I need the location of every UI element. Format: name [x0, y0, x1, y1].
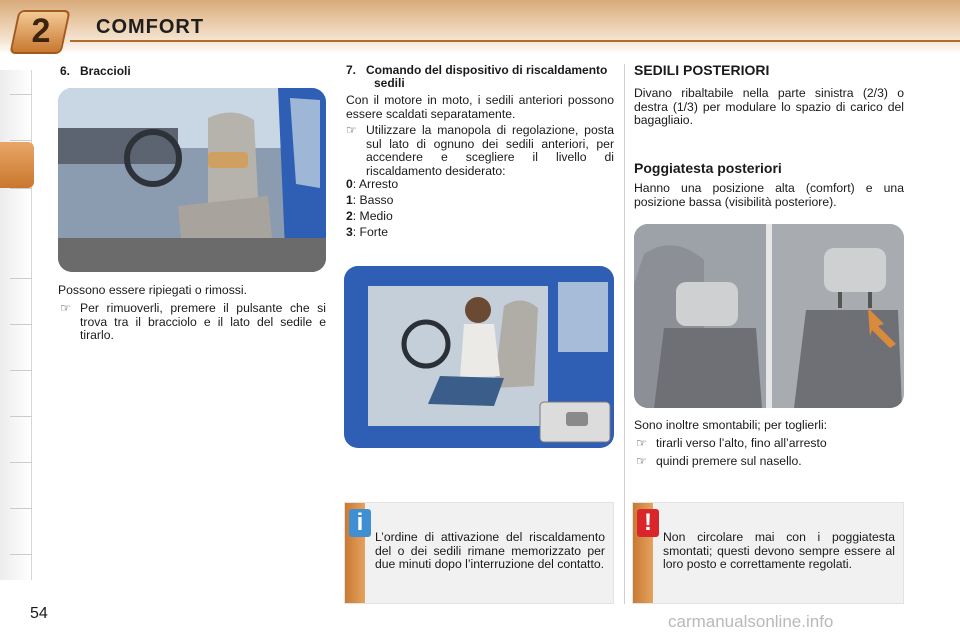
tab-divider [10, 554, 32, 555]
armrests-text: Possono essere ripiegati o rimossi. [58, 283, 247, 297]
warning-note-text: Non circolare mai con i poggiatesta smontati; questi devono sempre essere al loro posto e correttamente regolati. [663, 530, 895, 572]
level-key: 1 [346, 193, 353, 207]
headrests-bullet-1 [636, 437, 904, 451]
tab-divider [10, 140, 32, 141]
info-note [344, 502, 614, 604]
armrests-bullet [60, 302, 326, 343]
armrests-bullet-text: Per rimuoverli, premere il pulsante che si trova tra il bracciolo e il lato del sedile e tirarlo. [80, 301, 326, 343]
rear-seats-text: Divano ribaltabile nella parte sinistra (2/3) o destra (1/3) per modulare lo spazio di carico del bagagliaio. [634, 86, 904, 128]
headrests-removable-text: Sono inoltre smontabili; per toglierli: [634, 418, 828, 432]
tab-divider [10, 188, 32, 189]
info-icon: i [349, 509, 371, 537]
level-label: : Arresto [352, 177, 399, 191]
pointing-hand-icon: ☞ [60, 301, 71, 315]
chapter-number: 2 [31, 12, 51, 50]
header-rule [70, 40, 960, 42]
seat-heating-photo [344, 266, 614, 448]
watermark: carmanualsonline.info [668, 612, 834, 631]
headrests-bullet-2 [636, 455, 904, 469]
level-label: : Forte [352, 225, 388, 239]
headrests-heading: Poggiatesta posteriori [634, 160, 782, 176]
heating-level-2 [346, 210, 393, 224]
level-key: 2 [346, 209, 353, 223]
car-interior-illustration [58, 88, 326, 272]
tab-divider [10, 94, 32, 95]
heating-bullet-text: Utilizzare la manopola di regolazione, posta sul lato di ognuno dei sedili anteriori, per accendere e scegliere il livello di riscaldamento desiderato: [366, 123, 614, 178]
tab-divider [10, 508, 32, 509]
headrests-text: Hanno una posizione alta (comfort) e una posizione bassa (visibilità posteriore). [634, 181, 904, 209]
heating-level-3 [346, 226, 388, 240]
tab-divider [10, 324, 32, 325]
warning-note [632, 502, 904, 604]
driver-seat-illustration [344, 266, 614, 448]
pointing-hand-icon: ☞ [636, 454, 647, 468]
page-number: 54 [30, 605, 48, 622]
column-divider [624, 64, 625, 604]
armrest-photo [58, 88, 326, 272]
headrests-bullet-text: tirarli verso l’alto, fino all’arresto [656, 436, 827, 450]
level-label: : Basso [352, 193, 394, 207]
headrests-bullet-text: quindi premere sul nasello. [656, 454, 802, 468]
headrests-photo [634, 224, 904, 408]
warning-icon: ! [637, 509, 659, 537]
armrests-heading: 6. Braccioli [60, 64, 131, 78]
heating-bullet [346, 124, 614, 178]
tab-divider [10, 278, 32, 279]
level-key: 3 [346, 225, 353, 239]
heating-level-0 [346, 178, 398, 192]
heating-level-1 [346, 194, 393, 208]
tab-divider [10, 462, 32, 463]
rear-headrests-illustration [634, 224, 904, 408]
level-label: : Medio [352, 209, 393, 223]
pointing-hand-icon: ☞ [636, 436, 647, 450]
heating-heading: 7. Comando del dispositivo di riscaldamento sedili [346, 63, 608, 90]
tab-divider [10, 416, 32, 417]
active-section-tab[interactable] [0, 142, 34, 188]
tab-divider [10, 370, 32, 371]
rear-seats-heading: SEDILI POSTERIORI [634, 62, 770, 78]
info-note-text: L’ordine di attivazione del riscaldamento del o dei sedili rimane memorizzato per due minuti dopo l’interruzione del contatto. [375, 530, 605, 572]
level-key: 0 [346, 177, 353, 191]
chapter-title: COMFORT [96, 16, 205, 38]
pointing-hand-icon: ☞ [346, 123, 357, 137]
heating-text: Con il motore in moto, i sedili anteriori possono essere scaldati separatamente. [346, 93, 614, 121]
